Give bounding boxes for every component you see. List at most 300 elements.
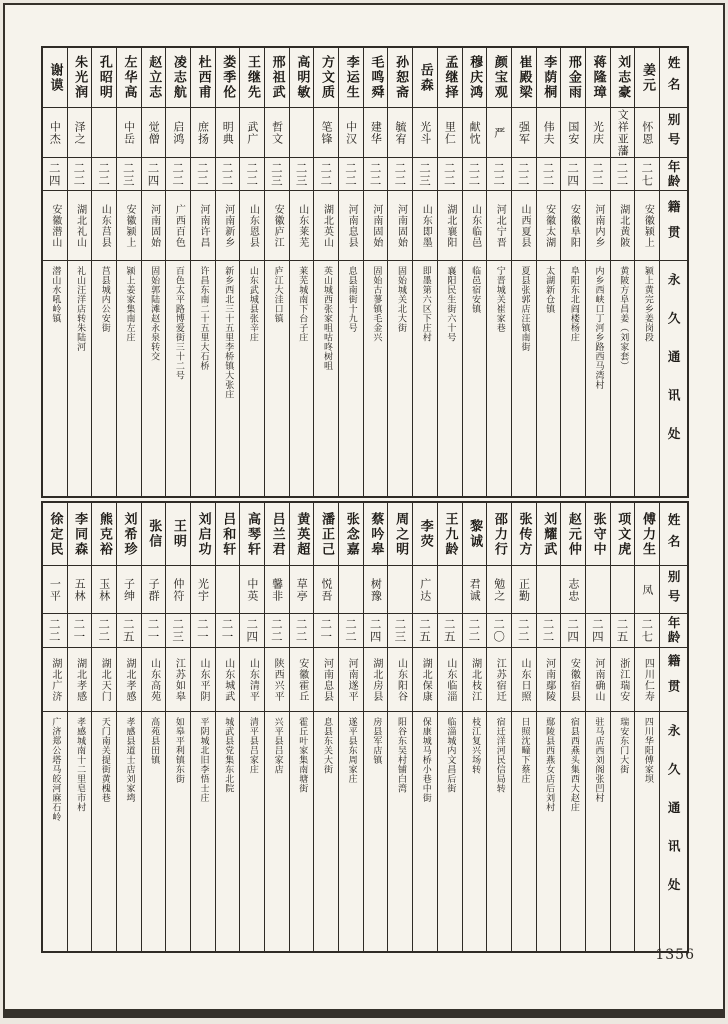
native-cell — [191, 191, 215, 261]
alias-cell — [463, 108, 487, 158]
name-cell-text: 刘志豪 — [615, 55, 631, 100]
alias-cell — [216, 566, 240, 614]
native-cell — [512, 191, 536, 261]
native-cell-text: 湖北房县 — [370, 657, 382, 702]
age-cell-text: 二七 — [640, 161, 655, 187]
person-column — [190, 503, 215, 951]
age-cell — [413, 158, 437, 191]
name-cell — [438, 503, 462, 566]
alias-cell — [635, 566, 659, 614]
alias-cell-text: 广达 — [418, 577, 432, 602]
field-label-native-text: 籍贯 — [666, 200, 682, 251]
name-cell — [117, 48, 141, 108]
native-cell-text: 河南息县 — [321, 657, 333, 702]
alias-cell — [191, 108, 215, 158]
age-cell — [191, 614, 215, 648]
person-column — [91, 503, 116, 951]
native-cell-text: 山东莱芜 — [296, 203, 308, 248]
address-cell — [339, 712, 363, 951]
name-cell-text: 谢谟 — [47, 62, 63, 93]
native-cell-text: 安徽太湖 — [543, 203, 555, 248]
age-cell — [68, 158, 92, 191]
address-cell-text: 宿县西燕头集西大赵庄 — [568, 717, 579, 812]
name-cell — [68, 503, 92, 566]
native-cell — [537, 191, 561, 261]
address-cell-text: 平阴城北旧李悟士庄 — [198, 717, 209, 803]
name-cell-text: 刘希珍 — [121, 511, 137, 557]
address-cell — [635, 261, 659, 496]
name-cell — [166, 503, 190, 566]
address-cell — [240, 712, 264, 951]
alias-cell — [216, 108, 240, 158]
native-cell-text: 山东日照 — [518, 657, 530, 702]
person-column — [338, 503, 363, 951]
alias-cell — [413, 566, 437, 614]
address-cell-text: 潜山水吼岭镇 — [50, 266, 61, 323]
alias-cell-text: 正勤 — [517, 577, 531, 602]
name-cell — [265, 503, 289, 566]
alias-cell — [388, 108, 412, 158]
age-cell-text: 二二 — [97, 161, 112, 187]
age-cell — [413, 614, 437, 648]
alias-cell-text: 伟夫 — [542, 120, 556, 145]
alias-cell-text: 泽之 — [73, 120, 87, 145]
name-cell-text: 李荫桐 — [541, 55, 557, 100]
alias-cell — [537, 108, 561, 158]
field-label-name-text: 姓名 — [666, 56, 682, 99]
alias-cell-text: 中岳 — [122, 120, 136, 145]
alias-cell — [512, 108, 536, 158]
native-cell-text: 湖北黄陂 — [617, 203, 629, 248]
native-cell-text: 湖北保康 — [420, 657, 432, 702]
name-cell — [339, 503, 363, 566]
address-cell-text: 固始城关北大街 — [396, 266, 406, 333]
person-column — [141, 503, 166, 951]
name-cell — [364, 503, 388, 566]
native-cell-text: 山东临邑 — [469, 203, 481, 248]
age-cell — [265, 158, 289, 191]
name-cell-text: 王九龄 — [442, 511, 458, 557]
name-cell-text: 赵立志 — [146, 55, 162, 100]
name-cell — [561, 503, 585, 566]
native-cell-text: 河南内乡 — [593, 203, 605, 248]
native-cell-text: 河北宁晋 — [494, 203, 506, 248]
age-cell — [117, 158, 141, 191]
name-cell — [191, 503, 215, 566]
age-cell — [487, 158, 511, 191]
alias-cell-text: 怀恩 — [640, 120, 654, 145]
alias-cell-text: 树豫 — [369, 577, 383, 602]
person-column — [634, 503, 659, 951]
address-cell-text: 莒县城内公安街 — [99, 266, 110, 333]
field-header-column — [659, 503, 687, 951]
age-cell-text: 二二 — [467, 161, 482, 187]
age-cell-text: 二二 — [72, 161, 87, 187]
native-cell-text: 山东莒县 — [99, 203, 111, 248]
name-cell-text: 王明 — [170, 519, 186, 549]
address-cell-text: 保康城马桥小巷中街 — [420, 717, 431, 803]
age-cell — [314, 158, 338, 191]
name-cell-text: 岳森 — [417, 62, 433, 93]
alias-cell-text: 草亭 — [295, 577, 309, 602]
alias-cell-text: 凤 — [640, 583, 654, 596]
name-cell — [463, 503, 487, 566]
native-cell — [364, 648, 388, 712]
native-cell-text: 广西百色 — [173, 203, 185, 248]
age-cell — [142, 158, 166, 191]
address-cell-text: 临邑宿安镇 — [470, 266, 481, 314]
native-cell — [388, 191, 412, 261]
address-cell — [43, 712, 67, 951]
alias-cell — [142, 566, 166, 614]
name-cell-text: 徐定民 — [47, 511, 63, 557]
address-cell — [413, 712, 437, 951]
address-cell — [68, 712, 92, 951]
field-label-age — [660, 158, 687, 191]
address-cell — [339, 261, 363, 496]
age-cell-text: 二二 — [516, 161, 531, 187]
native-cell — [216, 191, 240, 261]
age-cell — [487, 614, 511, 648]
address-cell-text: 阳谷东吴村铺白湾 — [396, 717, 406, 793]
person-column — [387, 503, 412, 951]
native-cell — [561, 191, 585, 261]
address-cell — [290, 712, 314, 951]
alias-cell-text: 哲文 — [270, 120, 284, 145]
name-cell — [635, 503, 659, 566]
age-cell-text: 二四 — [566, 161, 581, 187]
native-cell — [290, 648, 314, 712]
alias-cell-text: 献忱 — [468, 120, 482, 145]
person-column — [536, 48, 561, 496]
name-cell-text: 周之明 — [393, 511, 409, 557]
age-cell-text: 二二 — [47, 618, 62, 643]
person-column — [215, 503, 240, 951]
alias-cell-text: 武广 — [245, 120, 259, 145]
age-cell-text: 二四 — [566, 618, 581, 643]
name-cell-text: 刘启功 — [195, 511, 211, 557]
age-cell-text: 二二 — [541, 161, 556, 187]
native-cell — [68, 191, 92, 261]
address-cell — [364, 712, 388, 951]
native-cell — [487, 648, 511, 712]
age-cell-text: 二三 — [418, 161, 432, 187]
address-cell-text: 天门南关提街黄槐巷 — [99, 717, 110, 803]
person-column — [67, 503, 92, 951]
field-label-name-text: 姓名 — [666, 512, 682, 556]
person-column — [363, 48, 388, 496]
person-column — [313, 48, 338, 496]
alias-cell — [611, 108, 635, 158]
name-cell-text: 熊克裕 — [96, 511, 112, 557]
name-cell — [388, 48, 412, 108]
address-cell — [463, 712, 487, 951]
address-cell-text: 庐江大洼口镇 — [272, 266, 283, 323]
native-cell — [413, 648, 437, 712]
person-column — [165, 503, 190, 951]
person-column — [486, 48, 511, 496]
address-cell-text: 鄢陵县西燕女店后刘村 — [544, 717, 555, 812]
name-cell-text: 邢祖武 — [269, 55, 285, 100]
address-cell-text: 驻马店西刘阁张凹村 — [593, 717, 604, 803]
name-cell — [216, 48, 240, 108]
alias-cell — [240, 108, 264, 158]
name-cell-text: 方文质 — [319, 55, 335, 100]
native-cell — [537, 648, 561, 712]
name-cell — [512, 503, 536, 566]
field-label-address-text: 永久通讯处 — [666, 273, 682, 466]
age-cell — [265, 614, 289, 648]
native-cell-text: 浙江瑞安 — [617, 657, 629, 702]
person-column — [634, 48, 659, 496]
name-cell — [487, 48, 511, 108]
person-column — [412, 48, 437, 496]
alias-cell-text: 中英 — [245, 577, 259, 602]
alias-cell — [586, 566, 610, 614]
field-label-native — [660, 648, 687, 712]
native-cell — [438, 191, 462, 261]
name-cell — [586, 48, 610, 108]
age-cell-text: 二二 — [220, 161, 235, 187]
age-cell — [339, 158, 363, 191]
age-cell — [438, 158, 462, 191]
alias-cell-text: 志忠 — [566, 577, 580, 602]
name-cell — [166, 48, 190, 108]
name-cell — [142, 503, 166, 566]
name-cell — [364, 48, 388, 108]
native-cell-text: 河南鄢陵 — [543, 657, 555, 702]
age-cell-text: 二四 — [368, 618, 383, 643]
native-cell-text: 湖北襄阳 — [444, 203, 456, 248]
native-cell — [339, 648, 363, 712]
alias-cell-text: 毓宥 — [394, 120, 408, 145]
field-label-address — [660, 261, 687, 496]
alias-cell — [438, 566, 462, 614]
name-cell-text: 孔昭明 — [96, 55, 112, 100]
native-cell — [463, 191, 487, 261]
native-cell-text: 河南许昌 — [198, 203, 210, 248]
name-cell — [561, 48, 585, 108]
age-cell — [611, 614, 635, 648]
native-cell — [635, 191, 659, 261]
address-cell-text: 广济郑公塔马皎河麻石岭 — [50, 717, 61, 822]
address-cell-text: 固始郭陆滩赵永泉转交 — [149, 266, 160, 361]
native-cell-text: 安徽潜山 — [49, 203, 61, 248]
address-cell-text: 清平县吕家庄 — [247, 717, 258, 774]
alias-cell — [265, 566, 289, 614]
name-cell — [586, 503, 610, 566]
native-cell — [43, 648, 67, 712]
name-cell — [290, 503, 314, 566]
name-cell — [388, 503, 412, 566]
alias-cell — [314, 566, 338, 614]
native-cell — [487, 191, 511, 261]
alias-cell — [487, 566, 511, 614]
native-cell-text: 山东城武 — [222, 657, 234, 702]
address-cell — [265, 261, 289, 496]
age-cell — [240, 158, 264, 191]
age-cell-text: 二二 — [615, 161, 630, 187]
person-column — [536, 503, 561, 951]
age-cell-text: 二二 — [516, 618, 531, 643]
name-cell-text: 孙恕斋 — [393, 55, 409, 100]
name-cell-text: 高琴轩 — [244, 511, 260, 557]
person-column — [91, 48, 116, 496]
address-cell — [314, 261, 338, 496]
alias-cell — [166, 566, 190, 614]
age-cell — [240, 614, 264, 648]
alias-cell — [561, 566, 585, 614]
age-cell — [611, 158, 635, 191]
address-cell-text: 房县军店镇 — [371, 717, 382, 765]
age-cell — [92, 158, 116, 191]
age-cell — [537, 614, 561, 648]
native-cell-text: 山东恩县 — [247, 203, 259, 248]
person-column — [313, 503, 338, 951]
address-cell — [142, 712, 166, 951]
native-cell — [388, 648, 412, 712]
alias-cell — [290, 108, 314, 158]
address-cell — [635, 712, 659, 951]
native-cell — [512, 648, 536, 712]
address-cell — [438, 712, 462, 951]
address-cell — [117, 712, 141, 951]
name-cell — [43, 503, 67, 566]
age-cell-text: 二二 — [343, 161, 358, 187]
name-cell-text: 张念嘉 — [343, 511, 359, 557]
person-column — [387, 48, 412, 496]
address-cell-text: 山东武城县张辛庄 — [247, 266, 258, 342]
address-cell — [216, 712, 240, 951]
native-cell-text: 河南确山 — [593, 657, 605, 702]
age-cell-text: 二一 — [72, 618, 87, 643]
age-cell-text: 二二 — [171, 161, 186, 187]
address-cell — [240, 261, 264, 496]
age-cell-text: 二三 — [269, 161, 284, 187]
age-cell-text: 二二 — [368, 161, 383, 187]
age-cell-text: 二二 — [393, 161, 408, 187]
age-cell — [314, 614, 338, 648]
name-cell-text: 李荧 — [417, 519, 433, 549]
alias-cell-text: 笔锋 — [319, 120, 333, 145]
person-column — [264, 48, 289, 496]
address-cell — [611, 261, 635, 496]
name-cell-text: 崔殿梁 — [516, 55, 532, 100]
native-cell — [314, 191, 338, 261]
alias-cell — [191, 566, 215, 614]
address-cell — [611, 712, 635, 951]
name-cell — [191, 48, 215, 108]
age-cell-text: 二二 — [467, 618, 482, 643]
age-cell — [339, 614, 363, 648]
age-cell — [364, 158, 388, 191]
native-cell — [117, 648, 141, 712]
address-cell — [92, 712, 116, 951]
person-column — [585, 48, 610, 496]
age-cell-text: 二五 — [442, 618, 457, 643]
name-cell — [537, 503, 561, 566]
native-cell-text: 山东平阴 — [198, 657, 210, 702]
alias-cell — [92, 108, 116, 158]
address-cell — [43, 261, 67, 496]
native-cell — [265, 191, 289, 261]
alias-cell-text: 玉林 — [97, 577, 111, 602]
person-column — [116, 503, 141, 951]
age-cell-text: 二七 — [640, 618, 655, 643]
name-cell — [92, 503, 116, 566]
alias-cell — [290, 566, 314, 614]
person-column — [141, 48, 166, 496]
name-cell — [117, 503, 141, 566]
name-cell — [438, 48, 462, 108]
address-cell-text: 许昌东南二十五里大石桥 — [198, 266, 209, 371]
address-cell — [537, 712, 561, 951]
name-cell — [512, 48, 536, 108]
field-label-age-text: 年龄 — [666, 616, 682, 645]
person-column — [215, 48, 240, 496]
age-cell-text: 二三 — [171, 618, 186, 643]
native-cell — [216, 648, 240, 712]
person-column — [585, 503, 610, 951]
name-cell-text: 吕和轩 — [220, 511, 236, 557]
address-cell — [586, 712, 610, 951]
name-cell-text: 朱光润 — [72, 55, 88, 100]
address-cell-text: 高苑县田镇 — [149, 717, 160, 765]
person-column — [511, 503, 536, 951]
age-cell — [463, 614, 487, 648]
name-cell-text: 吕兰君 — [269, 511, 285, 557]
age-cell-text: 二二 — [294, 618, 309, 643]
address-cell-text: 宿迁洋河民信局转 — [494, 717, 505, 793]
name-cell-text: 赵元仲 — [565, 511, 581, 557]
age-cell — [537, 158, 561, 191]
address-cell — [117, 261, 141, 496]
person-column — [610, 503, 635, 951]
page-number: 1356 — [655, 947, 695, 963]
age-cell-text: 二二 — [442, 161, 457, 187]
name-cell-text: 张守中 — [590, 511, 606, 557]
age-cell — [438, 614, 462, 648]
field-label-native-text: 籍贯 — [666, 654, 682, 705]
native-cell-text: 山东阳谷 — [395, 657, 407, 702]
name-cell — [635, 48, 659, 108]
native-cell — [635, 648, 659, 712]
age-cell-text: 二二 — [195, 161, 210, 187]
alias-cell-text: 一平 — [48, 577, 62, 602]
alias-cell-text: 启鸿 — [171, 120, 185, 145]
name-cell — [92, 48, 116, 108]
person-column — [190, 48, 215, 496]
name-cell-text: 颜宝观 — [491, 55, 507, 100]
age-cell-text: 二一 — [220, 618, 235, 643]
address-cell-text: 即墨第六区下庄村 — [420, 266, 431, 342]
native-cell — [166, 648, 190, 712]
name-cell — [463, 48, 487, 108]
age-cell-text: 二二 — [492, 161, 507, 187]
name-cell — [216, 503, 240, 566]
name-cell — [240, 48, 264, 108]
age-cell-text: 二二 — [245, 161, 260, 187]
alias-cell — [117, 566, 141, 614]
address-cell-text: 临淄城内文昌后街 — [445, 717, 456, 793]
alias-cell — [43, 566, 67, 614]
age-cell — [166, 158, 190, 191]
age-cell-text: 二二 — [97, 618, 112, 643]
address-cell-text: 宁晋城关崔家巷 — [494, 266, 505, 333]
native-cell-text: 湖北孝感 — [123, 657, 135, 702]
native-cell — [92, 191, 116, 261]
alias-cell-text: 光斗 — [418, 120, 432, 145]
